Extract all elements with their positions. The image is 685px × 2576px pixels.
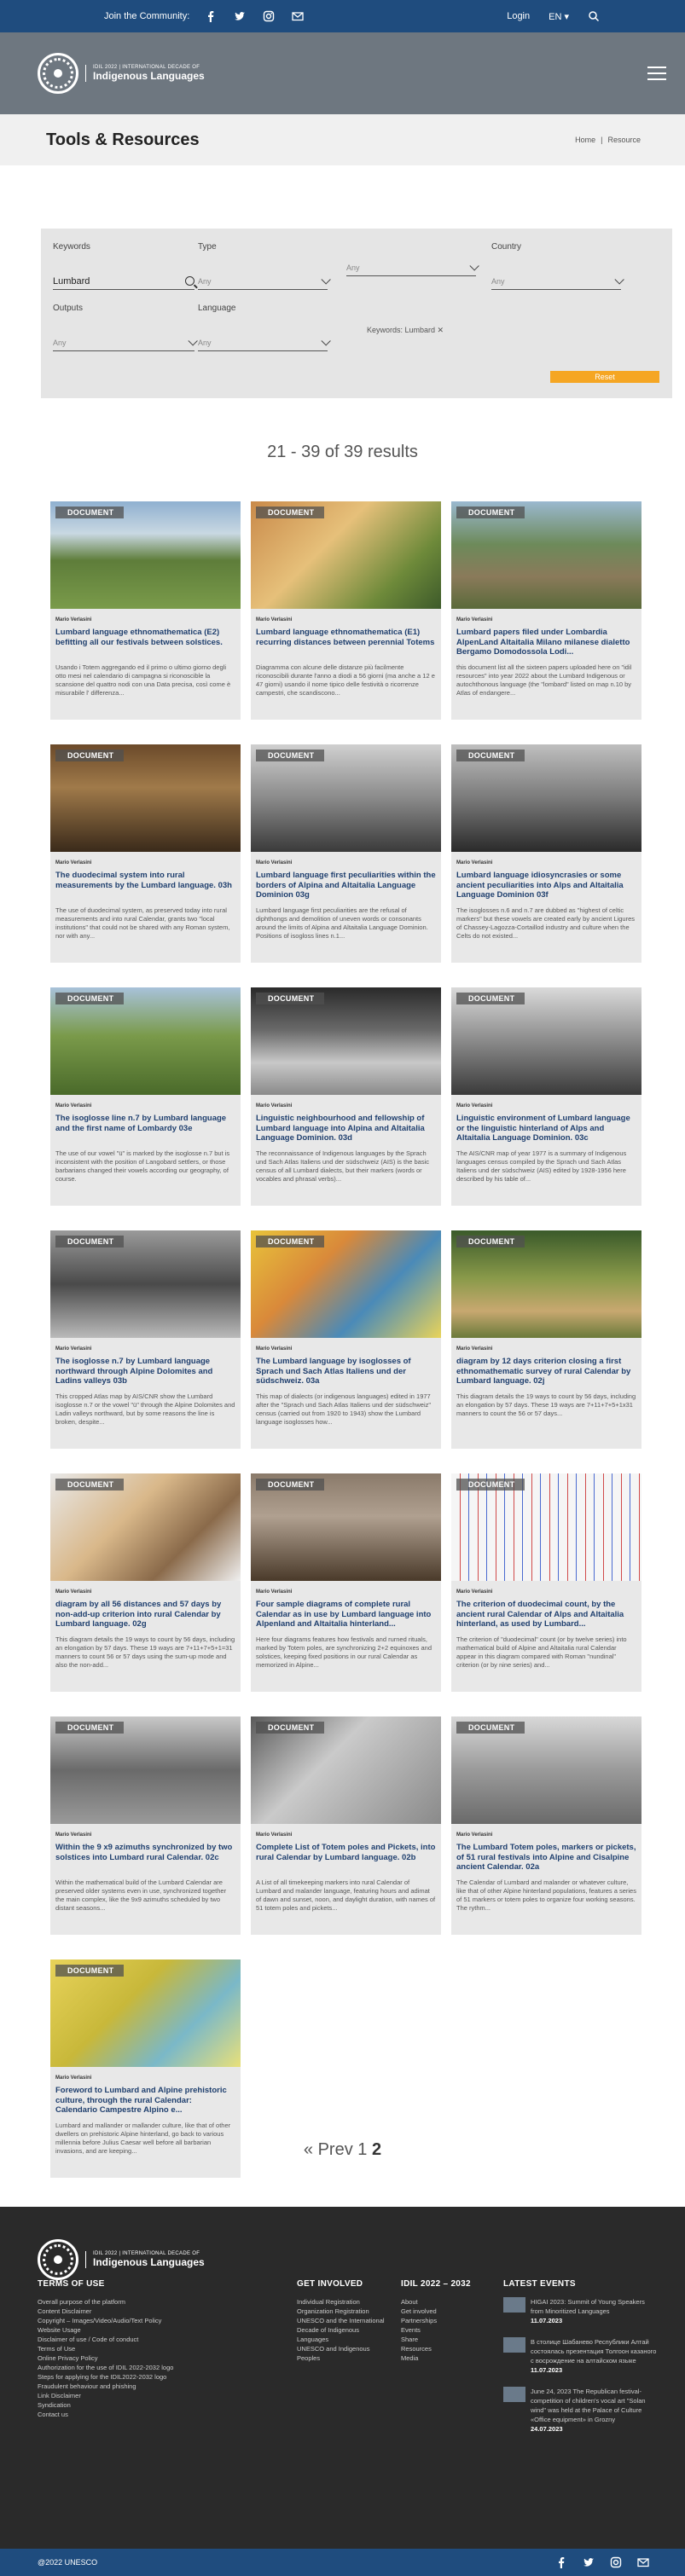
resource-thumbnail[interactable] xyxy=(451,987,641,1095)
footer-idil-link[interactable]: Events xyxy=(401,2326,421,2334)
keywords-label: Keywords xyxy=(53,242,90,252)
chevron-down-icon xyxy=(614,275,624,284)
resource-summary: Within the mathematical build of the Lumbard Calendar are preserved older systems even in use, synchronized together the main complex, like the 9x9 azimuths scheduled by two distant seasons... xyxy=(55,1878,227,1912)
event-title[interactable]: HIGAI 2023: Summit of Young Speakers from Minoritized Languages xyxy=(531,2298,645,2315)
logo-subtitle: IDIL 2022 | INTERNATIONAL DECADE OF xyxy=(93,2251,200,2256)
page-1-link[interactable]: 1 xyxy=(357,2140,368,2159)
results-count: 21 - 39 of 39 results xyxy=(267,443,418,461)
resource-author: Mario Verlasini xyxy=(256,1832,293,1838)
resource-title[interactable]: Complete List of Totem poles and Pickets, into rural Calendar by Lumbard language. 02b xyxy=(256,1843,436,1862)
resource-title[interactable]: Lumbard language idiosyncrasies or some ancient peculiarities into Alps and Altaitalia Language Dominion 03f xyxy=(456,871,624,900)
instagram-icon[interactable] xyxy=(610,2556,622,2568)
event-title[interactable]: June 24, 2023 The Republican festival-competition of children's vocal art "Solan wind" was held at the Palace of Culture «Office equipment» in Grozny xyxy=(531,2388,646,2423)
language-filter-value: Any xyxy=(198,338,212,347)
resource-summary: this document list all the sixteen papers uploaded here on "idil resources" into year 2022 about the Lumbard Indigenous or autochthonous language (the "lombard" listed on map n.10 by Atlas of endangere... xyxy=(456,663,632,697)
page-title-band xyxy=(0,114,685,165)
social-links xyxy=(205,10,304,22)
resource-author: Mario Verlasini xyxy=(256,1589,293,1595)
document-badge: DOCUMENT xyxy=(456,1722,525,1734)
facebook-icon[interactable] xyxy=(205,10,217,22)
document-badge: DOCUMENT xyxy=(256,507,324,518)
resource-thumbnail[interactable] xyxy=(50,1959,241,2067)
footer-events xyxy=(503,2279,665,2446)
resource-summary: Here four diagrams features how festivals and rurned rituals, marked by Totem poles, are synchronizing 2+2 equinoxes and solstices, keeping fixed positions in our rural Calendar as memorized in Alpine... xyxy=(256,1635,432,1669)
event-thumbnail xyxy=(503,2337,525,2353)
event-item[interactable] xyxy=(503,2337,665,2375)
resource-summary: The Calendar of Lumbard and malander or whatever culture, like that of other Alpine hinterland populations, features a series of 51 markers or totem poles to organize four working seasons. The rythm... xyxy=(456,1878,636,1912)
resource-thumbnail[interactable] xyxy=(451,1230,641,1338)
resource-author: Mario Verlasini xyxy=(55,1589,92,1595)
resource-thumbnail[interactable] xyxy=(251,1230,441,1338)
chevron-down-icon xyxy=(188,336,197,345)
resource-author: Mario Verlasini xyxy=(55,1832,92,1838)
search-icon[interactable] xyxy=(185,276,194,286)
active-filter-chip[interactable]: Keywords: Lumbard ✕ xyxy=(367,326,444,334)
resource-title[interactable]: Linguistic environment of Lumbard language or the linguistic hinterland of Alps and Altaitalia Language Dominion. 03c xyxy=(456,1114,630,1143)
type-label: Type xyxy=(198,242,217,252)
country-select[interactable] xyxy=(491,273,621,290)
resource-title[interactable]: The criterion of duodecimal count, by the ancient rural Calendar of Alps and Altaitalia hinterland, as used by Lumbard... xyxy=(456,1600,624,1629)
footer-involved-link[interactable]: Organization Registration xyxy=(297,2307,369,2315)
footer-terms-link[interactable]: Overall purpose of the platform xyxy=(38,2298,125,2306)
involved-heading: GET INVOLVED xyxy=(297,2279,363,2289)
outputs-select[interactable] xyxy=(53,334,194,351)
footer-idil-link[interactable]: Get involved xyxy=(401,2307,437,2315)
page-title: Tools & Resources xyxy=(46,130,200,149)
resource-author: Mario Verlasini xyxy=(55,2075,92,2081)
resource-card[interactable] xyxy=(50,501,241,720)
event-thumbnail xyxy=(503,2387,525,2402)
resource-title[interactable]: Linguistic neighbourhood and fellowship of Lumbard language into Alpina and Altaitalia Language Dominion. 03d xyxy=(256,1114,425,1143)
resource-thumbnail[interactable] xyxy=(451,744,641,852)
resource-title[interactable]: Four sample diagrams of complete rural Calendar as in use by Lumbard language into Alpenland and Altaitalia hinterland... xyxy=(256,1600,432,1629)
document-badge: DOCUMENT xyxy=(456,507,525,518)
language-selector[interactable] xyxy=(549,11,569,22)
document-badge: DOCUMENT xyxy=(256,1236,324,1247)
country-label: Country xyxy=(491,242,522,252)
resource-summary: This diagram details the 19 ways to count by 56 days, including an elongation by 57 days. These 19 ways are 7+11+7+5+1=31 manners to count 56 or 57 days using the sum-up mode and also the non-add... xyxy=(55,1635,235,1669)
resource-title[interactable]: Lumbard papers filed under Lombardia AlpenLand Altaitalia Milano milanese dialetto Bergamo Domodossola Lodi... xyxy=(456,628,630,657)
event-item[interactable] xyxy=(503,2387,665,2434)
resource-card[interactable] xyxy=(251,1473,441,1692)
document-badge: DOCUMENT xyxy=(55,1236,124,1247)
resource-thumbnail[interactable] xyxy=(451,501,641,609)
breadcrumb-separator: | xyxy=(601,136,603,144)
document-badge: DOCUMENT xyxy=(456,1236,525,1247)
terms-heading: TERMS OF USE xyxy=(38,2279,105,2289)
resource-card[interactable] xyxy=(451,1473,641,1692)
events-heading: LATEST EVENTS xyxy=(503,2279,576,2289)
document-badge: DOCUMENT xyxy=(55,1722,124,1734)
resource-title[interactable]: Within the 9 x9 azimuths synchronized by two solstices into Lumbard rural Calendar. 02c xyxy=(55,1843,233,1862)
resource-summary: The criterion of "duodecimal" count (or by twelve series) into mathematical build of Alpine and Altaitalia rural Calendar appear in this diagram compared with Roman "nundinal" criterion (or by nine series) and... xyxy=(456,1635,627,1669)
login-link[interactable]: Login xyxy=(507,11,531,21)
language-select[interactable] xyxy=(198,334,328,351)
footer-terms-link[interactable]: Contact us xyxy=(38,2411,68,2418)
site-footer xyxy=(0,2207,685,2576)
resource-title[interactable]: The Lumbard Totem poles, markers or pickets, of 51 rural festivals into Alpine and Cisalpine ancient Calendar. 02a xyxy=(456,1843,636,1872)
footer-bottom-bar xyxy=(0,2549,685,2576)
footer-idil-link[interactable]: Media xyxy=(401,2354,419,2362)
logo-title: Indigenous Languages xyxy=(93,70,205,82)
footer-get-involved xyxy=(297,2279,391,2363)
footer-terms-link[interactable]: Content Disclaimer xyxy=(38,2307,92,2315)
footer-terms-link[interactable]: Fraudulent behaviour and phishing xyxy=(38,2382,136,2390)
breadcrumb-home[interactable]: Home xyxy=(575,136,596,144)
footer-terms-link[interactable]: Steps for applying for the IDIL2022-2032 logo xyxy=(38,2373,167,2381)
pagination xyxy=(0,2140,685,2160)
resource-title[interactable]: The duodecimal system into rural measurements by the Lumbard language. 03h xyxy=(55,871,232,890)
footer-terms-link[interactable]: Disclaimer of use / Code of conduct xyxy=(38,2336,139,2343)
logo-emblem-icon xyxy=(38,2239,78,2280)
resource-card[interactable] xyxy=(451,1230,641,1449)
document-badge: DOCUMENT xyxy=(456,750,525,761)
resource-title[interactable]: Lumbard language first peculiarities within the borders of Alpina and Altaitalia Language Dominion 03g xyxy=(256,871,436,900)
type-select[interactable] xyxy=(198,273,328,290)
resource-title[interactable]: The isoglosse n.7 by Lumbard language northward through Alpine Dolomites and Ladins valleys 03b xyxy=(55,1357,213,1386)
footer-idil-link[interactable]: Partnerships xyxy=(401,2317,438,2324)
resource-thumbnail[interactable] xyxy=(251,987,441,1095)
document-badge: DOCUMENT xyxy=(55,993,124,1004)
event-thumbnail xyxy=(503,2297,525,2313)
resource-summary: Diagramma con alcune delle distanze più facilmente riconoscibili durante l'anno a diodi a 56 giorni (ma anche a 12 e 47 giorni) usando il nome tipico delle festività o ricorrenze campestri, che scandiscono... xyxy=(256,663,435,697)
document-badge: DOCUMENT xyxy=(55,1479,124,1491)
resource-thumbnail[interactable] xyxy=(251,1716,441,1824)
logo-title: Indigenous Languages xyxy=(93,2256,205,2268)
resource-summary: The reconnaissance of Indigenous languages by the Sprach und Sach Atlas Italiens und der südschweiz (AIS) is the basic census of all Lumbard dialects, but their markers (words or vocables and phrasal verbs)... xyxy=(256,1149,430,1183)
resource-author: Mario Verlasini xyxy=(55,1103,92,1109)
resource-author: Mario Verlasini xyxy=(456,1346,493,1352)
resource-title[interactable]: Lumbard language ethnomathematica (E2) befitting all our festivals between solstices. xyxy=(55,628,223,647)
resource-summary: The use of duodecimal system, as preserved today into rural measurements and into rural Calendar, grants two "local institutions" that could not be shared with any Roman system, nor with any... xyxy=(55,906,230,940)
resource-card[interactable] xyxy=(251,1230,441,1449)
keywords-value: Lumbard xyxy=(53,275,90,287)
document-badge: DOCUMENT xyxy=(256,1479,324,1491)
resource-author: Mario Verlasini xyxy=(456,1832,493,1838)
footer-terms-link[interactable]: Link Disclaimer xyxy=(38,2392,81,2399)
resource-card[interactable] xyxy=(251,987,441,1206)
outputs-label: Outputs xyxy=(53,304,84,313)
footer-involved-link[interactable]: Individual Registration xyxy=(297,2298,360,2306)
resource-card[interactable] xyxy=(50,1716,241,1935)
resource-summary: A List of all timekeeping markers into rural Calendar of Lumbard and malander language, featuring hours and adimat of dawn and sunset, noon, and daylight duration, with names of 51 totem poles and pickets... xyxy=(256,1878,436,1912)
resource-title[interactable]: Lumbard language ethnomathematica (E1) recurring distances between perennial Totems xyxy=(256,628,435,647)
site-logo[interactable] xyxy=(38,53,205,94)
resource-thumbnail[interactable] xyxy=(251,1473,441,1581)
instagram-icon[interactable] xyxy=(263,10,275,22)
logo-emblem-icon xyxy=(38,53,78,94)
facebook-icon[interactable] xyxy=(555,2556,567,2568)
resource-thumbnail[interactable] xyxy=(251,744,441,852)
resource-summary: The AIS/CNR map of year 1977 is a summary of Indigenous languages census compiled by the Sprach und Sach Atlas Italiens und der südschweiz (AIS) edited by 1928-1956 here described by his table of... xyxy=(456,1149,627,1183)
resource-card[interactable] xyxy=(251,744,441,963)
resource-card[interactable] xyxy=(50,987,241,1206)
footer-terms-link[interactable]: Authorization for the use of IDIL 2022-2032 logo xyxy=(38,2364,174,2371)
event-title[interactable]: В столице Шабанево Республики Алтай состоялась презентация Толгоон казаного с восрождение на алтайском языке xyxy=(531,2338,657,2365)
resource-summary: Usando i Totem aggregando ed il primo o ultimo giorno degli otto mesi nel calendario di campagna si riconoscible la scansione del quattro nodi con una Data precisa, così come è misurabile l' differenza... xyxy=(55,663,231,697)
resource-author: Mario Verlasini xyxy=(456,1103,493,1109)
resource-card[interactable] xyxy=(50,1230,241,1449)
footer-involved-link[interactable]: UNESCO and the International Decade of Indigenous Languages xyxy=(297,2317,385,2343)
resource-summary: This diagram details the 19 ways to count by 56 days, including an elongation by 57 days. These 19 ways are 7+11+7+5+1x31 manners to count the 56 or 57 days... xyxy=(456,1392,636,1417)
country-value: Any xyxy=(491,276,505,286)
resource-thumbnail[interactable] xyxy=(451,1716,641,1824)
resource-card[interactable] xyxy=(50,1473,241,1692)
menu-icon[interactable] xyxy=(647,67,666,80)
search-icon[interactable] xyxy=(588,10,600,22)
resource-summary: This cropped Atlas map by AIS/CNR show the Lumbard isoglosse n.7 or the vowel "ü" through the Alpine Dolomites and Ladin valleys northward, but by some reasons the line is broken, despite... xyxy=(55,1392,235,1426)
reset-button[interactable]: Reset xyxy=(550,371,659,383)
resource-author: Mario Verlasini xyxy=(55,617,92,622)
resource-card[interactable] xyxy=(451,744,641,963)
resource-author: Mario Verlasini xyxy=(256,1346,293,1352)
twitter-icon[interactable] xyxy=(583,2556,595,2568)
extra-select[interactable] xyxy=(346,259,476,276)
resource-title[interactable]: diagram by all 56 distances and 57 days by non-add-up criterion into rural Calendar by Lumbard language. 02g xyxy=(55,1600,222,1629)
resource-thumbnail[interactable] xyxy=(251,501,441,609)
resource-summary: The isoglosses n.6 and n.7 are dubbed as "highest of celtic markers" but these vowels are created early by ancient Ligures of Chassey-Lagozza-Cortaillod industry and culture when the Celts do not existed... xyxy=(456,906,636,940)
resource-author: Mario Verlasini xyxy=(256,1103,293,1109)
resource-summary: This map of dialects (or indigenous languages) edited in 1977 after the "Sprach und Sach Atlas Italiens und der südschweiz" census (carried out from 1920 to 1943) show the Lumbard language isoglosses how... xyxy=(256,1392,432,1426)
document-badge: DOCUMENT xyxy=(256,993,324,1004)
event-date: 11.07.2023 xyxy=(531,2317,563,2324)
footer-idil xyxy=(401,2279,478,2363)
page-2-current: 2 xyxy=(371,2140,382,2159)
footer-idil-link[interactable]: Resources xyxy=(401,2345,432,2353)
prev-page-link[interactable]: « Prev xyxy=(303,2140,353,2159)
resource-title[interactable]: The Lumbard language by isoglosses of Sprach und Sach Atlas Italiens und der südschweiz. 03a xyxy=(256,1357,411,1386)
chevron-down-icon xyxy=(469,261,479,270)
idil-heading: IDIL 2022 – 2032 xyxy=(401,2279,471,2289)
filter-panel xyxy=(41,229,672,398)
document-badge: DOCUMENT xyxy=(55,1965,124,1977)
footer-social-links xyxy=(555,2556,649,2568)
resource-card[interactable] xyxy=(251,1716,441,1935)
logo-subtitle: IDIL 2022 | INTERNATIONAL DECADE OF xyxy=(93,65,200,70)
resource-thumbnail[interactable] xyxy=(50,987,241,1095)
document-badge: DOCUMENT xyxy=(456,993,525,1004)
footer-terms-link[interactable]: Online Privacy Policy xyxy=(38,2354,98,2362)
top-bar xyxy=(0,0,685,32)
outputs-value: Any xyxy=(53,338,67,347)
breadcrumb xyxy=(575,136,641,144)
twitter-icon[interactable] xyxy=(234,10,246,22)
document-badge: DOCUMENT xyxy=(456,1479,525,1491)
document-badge: DOCUMENT xyxy=(55,750,124,761)
mail-icon[interactable] xyxy=(292,10,304,22)
event-date: 11.07.2023 xyxy=(531,2366,563,2374)
event-date: 24.07.2023 xyxy=(531,2425,563,2433)
resource-author: Mario Verlasini xyxy=(456,1589,493,1595)
chevron-down-icon: ▾ xyxy=(564,11,569,22)
resource-author: Mario Verlasini xyxy=(456,617,493,622)
footer-terms-link[interactable]: Copyright – Images/Video/Audio/Text Policy xyxy=(38,2317,162,2324)
resource-card[interactable] xyxy=(50,744,241,963)
resource-summary: Lumbard language first peculiarities are the refusal of diphthongs and demolition of uneven words or consonants around the limits of Alpina and Altaitalia Language Dominion. Positions of isogloss lines n.1... xyxy=(256,906,428,940)
resource-card[interactable] xyxy=(451,1716,641,1935)
chevron-down-icon xyxy=(321,275,330,284)
document-badge: DOCUMENT xyxy=(55,507,124,518)
language-value: EN xyxy=(549,11,562,22)
document-badge: DOCUMENT xyxy=(256,1722,324,1734)
resource-summary: The use of our vowel "ü" is marked by the isoglosse n.7 but is inconsistent with the position of Langobard settlers, or those barbarians changed their vowels according our geography, of course. xyxy=(55,1149,230,1183)
resource-card[interactable] xyxy=(451,987,641,1206)
footer-terms-link[interactable]: Terms of Use xyxy=(38,2345,76,2353)
resource-card[interactable] xyxy=(251,501,441,720)
resource-thumbnail[interactable] xyxy=(451,1473,641,1581)
document-badge: DOCUMENT xyxy=(256,750,324,761)
resource-thumbnail[interactable] xyxy=(50,744,241,852)
resource-thumbnail[interactable] xyxy=(50,1473,241,1581)
resource-thumbnail[interactable] xyxy=(50,501,241,609)
resource-card[interactable] xyxy=(451,501,641,720)
resource-author: Mario Verlasini xyxy=(55,860,92,865)
footer-idil-link[interactable]: Share xyxy=(401,2336,419,2343)
site-header xyxy=(0,32,685,114)
chevron-down-icon xyxy=(321,336,330,345)
copyright: @2022 UNESCO xyxy=(38,2558,98,2567)
event-item[interactable] xyxy=(503,2297,665,2325)
community-label: Join the Community: xyxy=(104,11,190,21)
breadcrumb-current: Resource xyxy=(607,136,641,144)
resource-author: Mario Verlasini xyxy=(256,617,293,622)
footer-idil-link[interactable]: About xyxy=(401,2298,418,2306)
type-value: Any xyxy=(198,276,212,286)
resource-author: Mario Verlasini xyxy=(456,860,493,865)
footer-terms-link[interactable]: Syndication xyxy=(38,2401,71,2409)
resource-title[interactable]: diagram by 12 days criterion closing a first ethnomathematic survey of rural Calendar by Lumbard language. 02j xyxy=(456,1357,631,1386)
resource-author: Mario Verlasini xyxy=(256,860,293,865)
resource-title[interactable]: The isoglosse line n.7 by Lumbard language and the first name of Lombardy 03e xyxy=(55,1114,227,1133)
top-right-links xyxy=(507,10,600,22)
resource-author: Mario Verlasini xyxy=(55,1346,92,1352)
mail-icon[interactable] xyxy=(637,2556,649,2568)
resource-title[interactable]: Foreword to Lumbard and Alpine prehistoric culture, through the rural Calendar: Calendario Campestre Alpino e... xyxy=(55,2086,227,2115)
footer-logo[interactable] xyxy=(38,2239,205,2280)
footer-involved-link[interactable]: UNESCO and Indigenous Peoples xyxy=(297,2345,370,2362)
resource-summary: Lumbard and mallander or mallander culture, like that of other dwellers on prehistoric Alpine hinterland, go back to various millennia before Julius Caesar well before all barbarian invasions, and are keeping... xyxy=(55,2122,231,2155)
footer-terms xyxy=(38,2279,200,2419)
language-label: Language xyxy=(198,304,236,313)
keywords-input[interactable] xyxy=(53,273,194,290)
resource-thumbnail[interactable] xyxy=(50,1716,241,1824)
extra-value: Any xyxy=(346,263,360,272)
footer-terms-link[interactable]: Website Usage xyxy=(38,2326,81,2334)
resource-thumbnail[interactable] xyxy=(50,1230,241,1338)
